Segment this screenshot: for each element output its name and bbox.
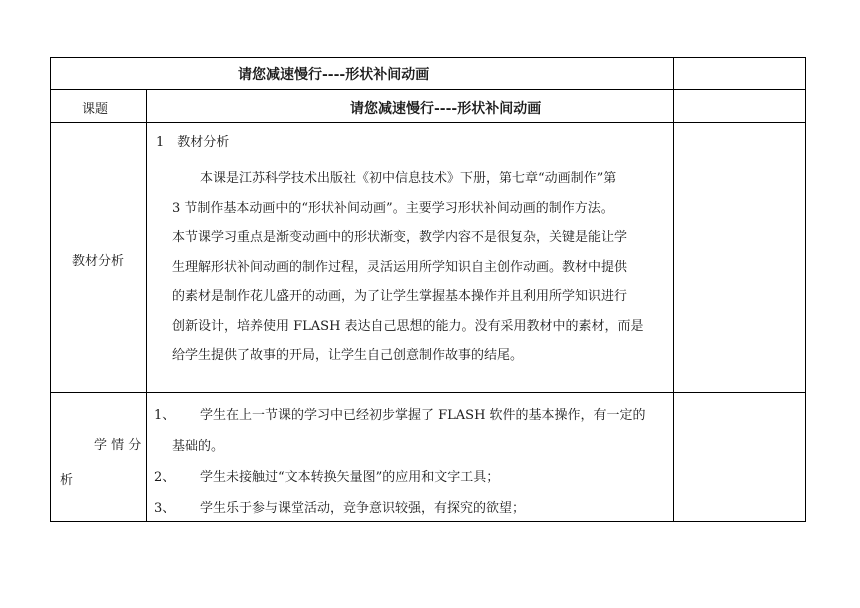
row-border-bottom (50, 521, 806, 522)
col-border-right-inner (673, 57, 674, 522)
material-line: 的素材是制作花儿盛开的动画，为了让学生掌握基本操作并且利用所学知识进行 (172, 289, 628, 304)
list-item-continuation: 基础的。 (172, 439, 225, 454)
students-list (150, 396, 672, 520)
students-label-continued: 析 (60, 473, 74, 488)
topic-label: 课题 (82, 102, 109, 117)
list-item-text: 学生乐于参与课堂活动，竞争意识较强，有探究的欲望； (200, 501, 526, 516)
list-item-number: 1、 (154, 408, 176, 423)
material-line: 本节课学习重点是渐变动画中的形状渐变，教学内容不是很复杂，关键是能让学 (172, 230, 628, 245)
list-item-number: 3、 (154, 501, 176, 516)
lesson-title: 请您减速慢行----形状补间动画 (238, 67, 430, 83)
list-item-text: 学生在上一节课的学习中已经初步掌握了 FLASH 软件的基本操作，有一定的 (200, 408, 646, 423)
row-border-top (50, 57, 806, 58)
topic-value: 请您减速慢行----形状补间动画 (350, 101, 542, 117)
material-line: 本课是江苏科学技术出版社《初中信息技术》下册，第七章“动画制作”第 (200, 171, 617, 186)
col-border-left (50, 57, 51, 522)
col-border-label (146, 89, 147, 521)
students-label: 学 情 分 (94, 438, 142, 453)
row-border-1 (50, 89, 806, 90)
material-line: 生理解形状补间动画的制作过程，灵活运用所学知识自主创作动画。教材中提供 (172, 259, 628, 275)
col-border-right (805, 57, 806, 522)
row-border-3 (50, 392, 806, 393)
row-border-2 (50, 122, 806, 123)
material-line: 创新设计，培养使用 FLASH 表达自己思想的能力。没有采用教材中的素材，而是 (172, 318, 644, 334)
material-heading: 1 教材分析 (156, 135, 230, 150)
list-item-number: 2、 (154, 470, 176, 485)
material-line: 给学生提供了故事的开局，让学生自己创意制作故事的结尾。 (172, 348, 524, 363)
material-paragraph (150, 164, 673, 374)
material-label: 教材分析 (72, 254, 125, 269)
material-line: 3 节制作基本动画中的“形状补间动画”。主要学习形状补间动画的制作方法。 (172, 200, 614, 216)
list-item-text: 学生未接触过“文本转换矢量图”的应用和文字工具； (200, 470, 500, 485)
